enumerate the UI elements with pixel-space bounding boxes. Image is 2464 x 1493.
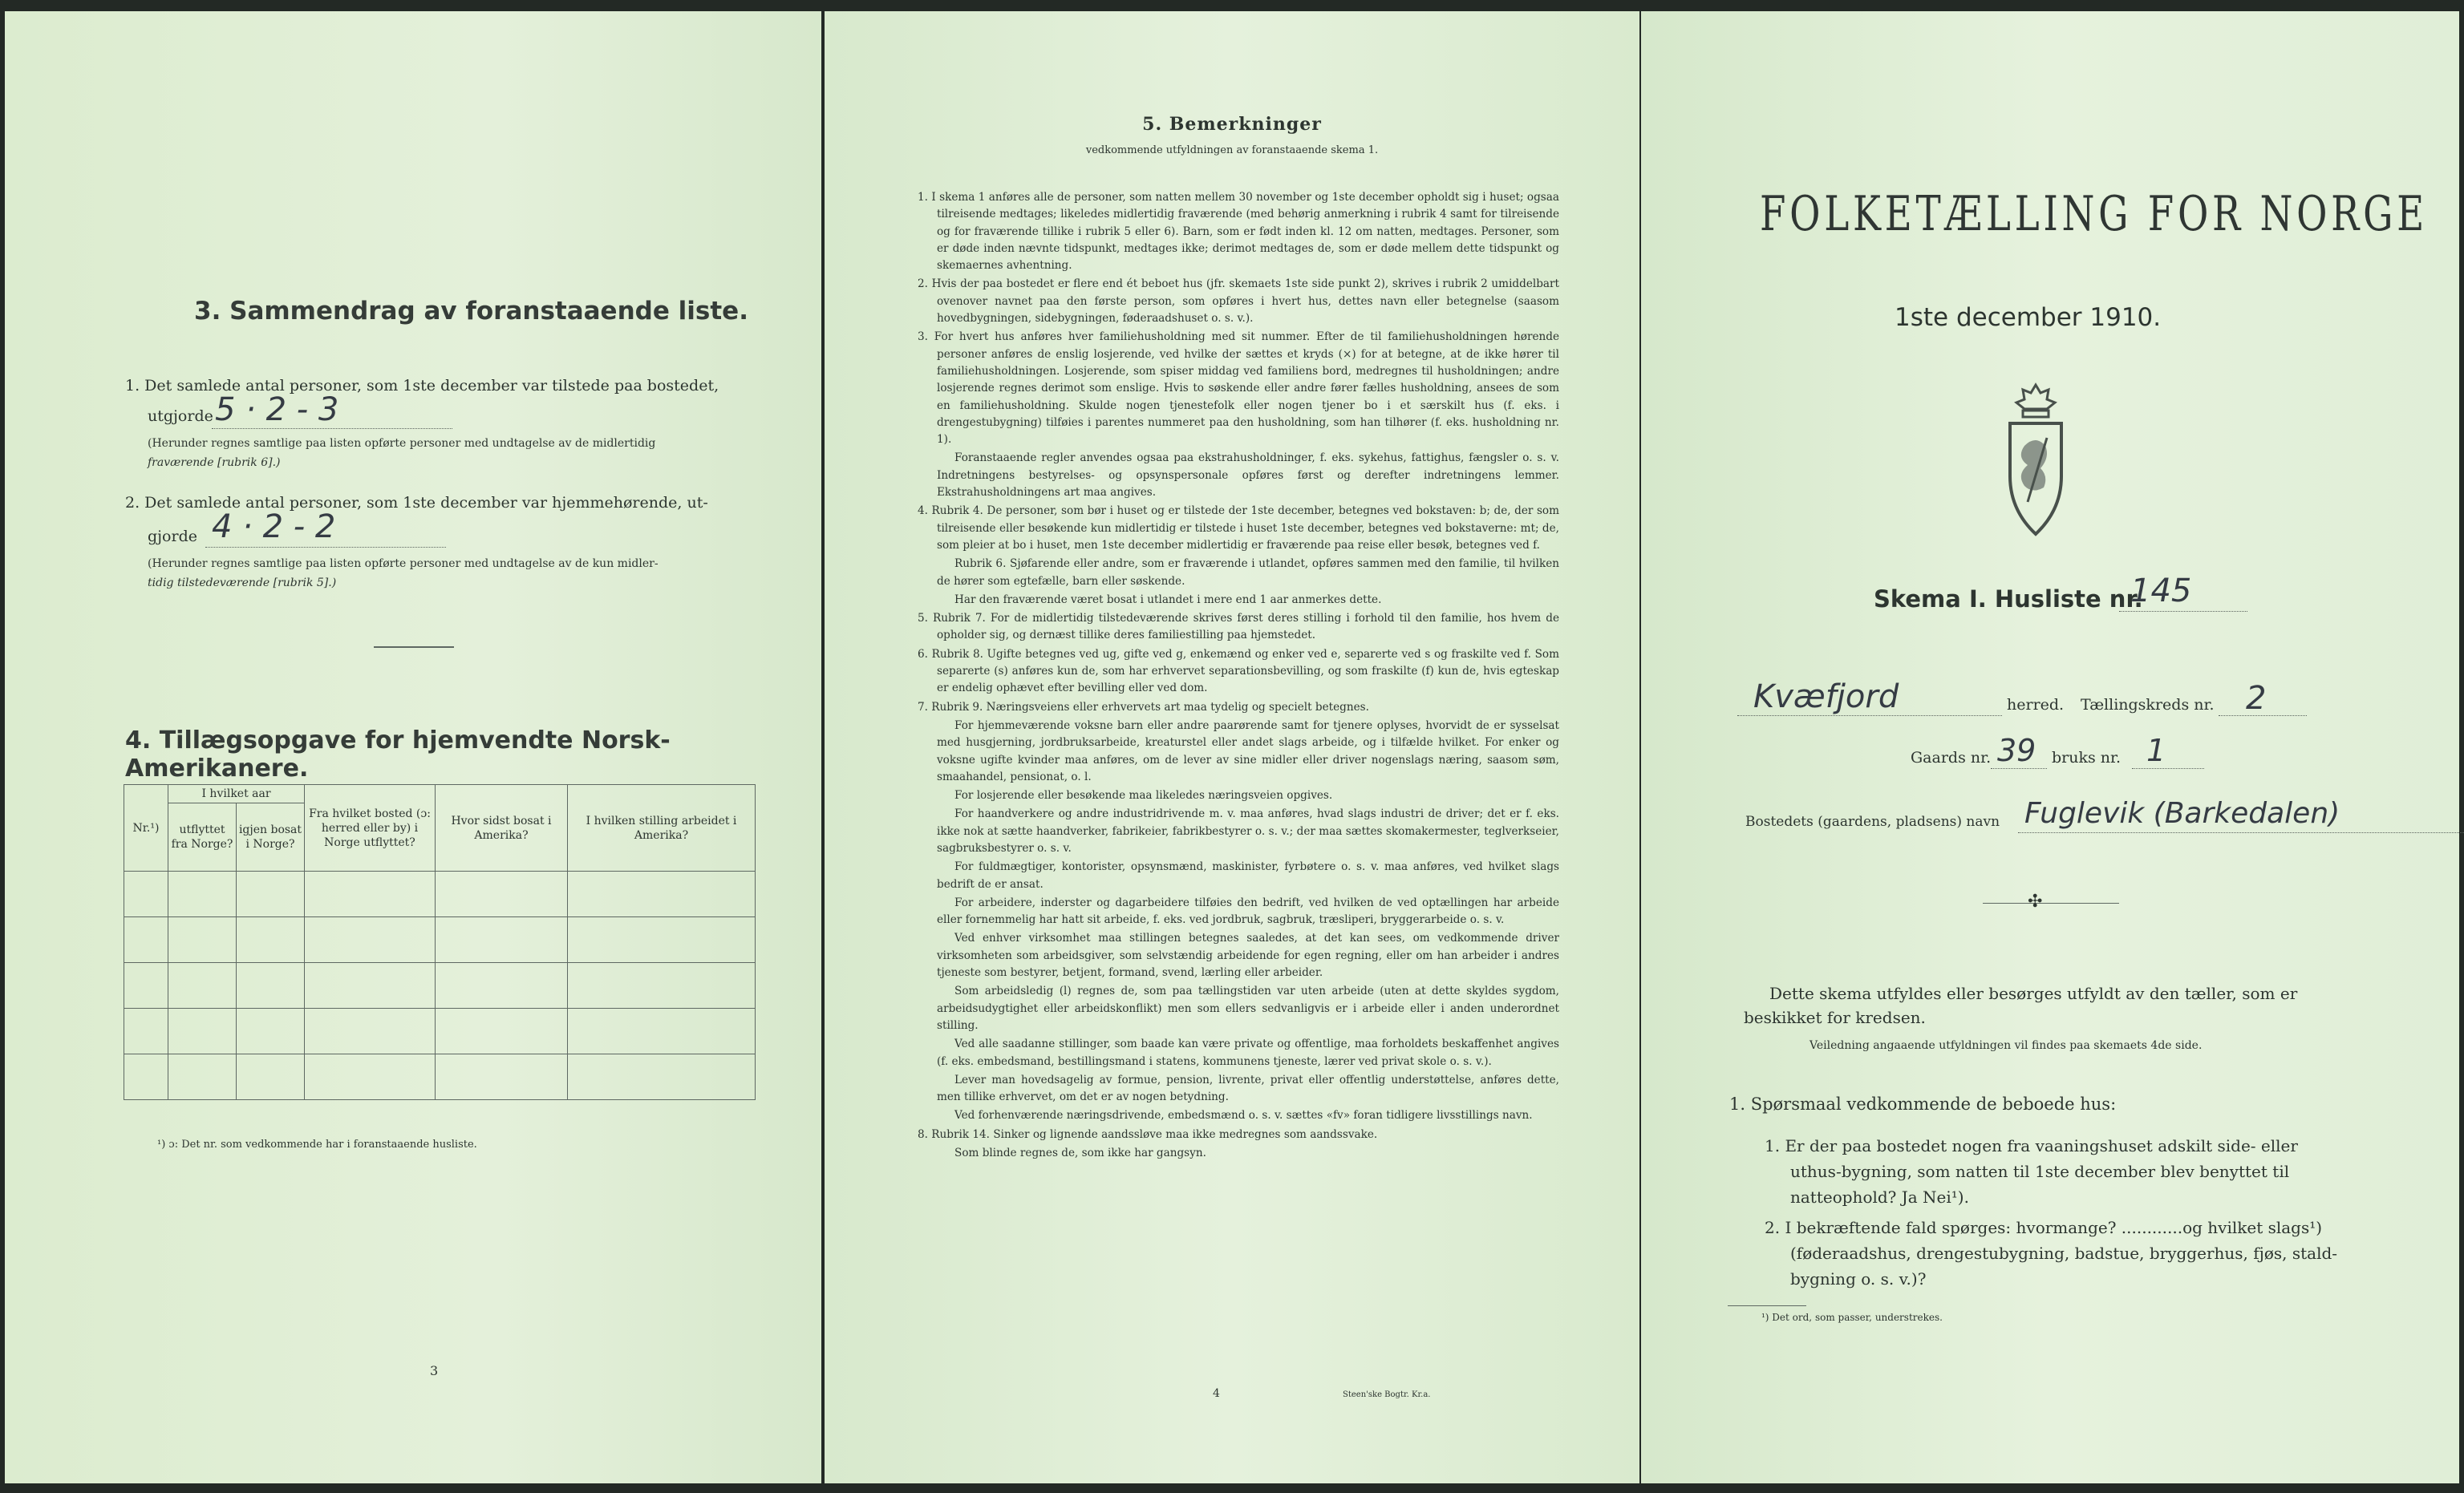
table-row	[124, 872, 756, 917]
remark-6: 6. Rubrik 8. Ugifte betegnes ved ug, gifte ved g, enkemænd og enker ved e, separerte ved s og fraskilte ved f. Som separerte (s) anføres kun de, som har erhvervet separationsbevilling, og som fraskilte (f) kun de, hvis egteskap er endelig ophævet efter bevilling eller ved dom.	[918, 647, 1559, 695]
census-title: FOLKETÆLLING FOR NORGE	[1760, 186, 2428, 242]
table-row	[124, 1009, 756, 1054]
question-2a: 2. I bekræftende fald spørges: hvormange? ............og hvilket slags¹)	[1765, 1218, 2323, 1237]
col-last-residence: Hvor sidst bosat i Amerika?	[436, 785, 568, 872]
remark-3: 3. For hvert hus anføres hver familiehusholdning med sit nummer. Efter de til familiehusholdningen hørende personer anføres de enslig losjerende, ved hvilke der sættes et kryds (×) for at betegne, at de ikke hører til familiehusholdningen. Losjerende, som spiser middag ved familiens bord, medregnes til husholdningen; andre losjerende regnes derimot som enslige. Hvis to søskende eller andre fører fælles husholdning, ansees de som en familiehusholdning. Skulde nogen tjenestefolk eller nogen tjener bo i et særskilt hus (f. eks. i drengestubygning) tilføies i parentes nummeret paa den husholdning, som han tilhører (f. eks. husholdning nr. 1).	[918, 330, 1559, 447]
bruks-line	[2132, 768, 2204, 769]
kreds-label: Tællingskreds nr.	[2081, 696, 2215, 714]
section4-heading: 4. Tillægsopgave for hjemvendte Norsk-Amerikanere.	[125, 726, 671, 783]
question-1c: natteophold? Ja Nei¹).	[1790, 1188, 1969, 1207]
ornament-divider	[1983, 903, 2119, 904]
footnote: ¹) Det ord, som passer, understrekes.	[1761, 1312, 1943, 1323]
instruction-2: beskikket for kredsen.	[1744, 1008, 1926, 1027]
remark-8: 8. Rubrik 14. Sinker og lignende aandssløve maa ikke medregnes som aandssvake.	[918, 1127, 1378, 1141]
remark-1: 1. I skema 1 anføres alle de personer, som natten mellem 30 november og 1ste december opholdt sig i huset; ogsaa tilreisende medtages; likeledes midlertidig fraværende (med behørig anmerkning i rubrik 4 samt for tilreisende og for fraværende tillike i rubrik 5 eller 6). Barn, som er født inden kl. 12 om natten, medtages. Personer, som er døde inden nævnte tidspunkt, medtages ikke; derimot medtages de, som er døde mellem dette tidspunkt og skemaernes avhentning.	[918, 191, 1559, 273]
col-emigrated: utflyttet fra Norge?	[168, 803, 237, 872]
section3-heading: 3. Sammendrag av foranstaaende liste.	[194, 297, 748, 326]
remark-7e: For fuldmægtiger, kontorister, opsynsmænd, maskinister, fyrbøtere o. s. v. maa anføres, ved hvilket slags bedrift de er ansat.	[937, 860, 1559, 891]
bosted-line	[2018, 832, 2464, 833]
remark-7d: For haandverkere og andre industridrivende m. v. maa anføres, hvad slags industri de driver; det er f. eks. ikke nok at sætte haandverker, fabrikeier, fabrikbestyrer o. s. v.; der maa sættes skomakermester, teglverkseier, sagbruksbestyrer o. s. v.	[937, 807, 1559, 855]
remark-7b: For hjemmeværende voksne barn eller andre paarørende samt for tjenere oplyses, hvorvidt de er sysselsat med husgjerning, jordbruksarbeide, kreaturstel eller andet slags arbeide, og i tilfælde hvilket. For enker og voksne ugifte kvinder maa anføres, om de lever av sine midler eller driver nogenslags næring, saasom søm, smaahandel, pensionat, o. l.	[937, 718, 1559, 783]
item1-text: 1. Det samlede antal personer, som 1ste december var tilstede paa bostedet,	[125, 377, 719, 394]
kreds-line	[2219, 715, 2307, 716]
divider	[374, 646, 454, 648]
col-returned: igjen bosat i Norge?	[237, 803, 305, 872]
question-1a: 1. Er der paa bostedet nogen fra vaaningshuset adskilt side- eller	[1765, 1136, 2298, 1155]
remark-7k: Ved forhenværende næringsdrivende, embedsmænd o. s. v. sættes «fv» foran tidligere livsstillings navn.	[954, 1109, 1533, 1123]
questions-heading: 1. Spørsmaal vedkommende de beboede hus:	[1729, 1094, 2117, 1114]
page-number: 3	[430, 1363, 439, 1378]
norsk-amerikanere-table	[124, 784, 756, 1100]
remark-7f: For arbeidere, inderster og dagarbeidere tilføies den bedrift, ved hvilken de ved optællingen har arbeide eller fornemmelig har hatt sit arbeide, f. eks. ved jordbruk, sagbruk, træsliperi, bryggerarbeide o. s. v.	[937, 896, 1559, 927]
bosted-label: Bostedets (gaardens, pladsens) navn	[1745, 814, 2000, 830]
remark-3b: Foranstaaende regler anvendes ogsaa paa ekstrahusholdninger, f. eks. sykehus, fattighus, fængsler o. s. v. Indretningens bestyrelses- og opsynspersonale opføres først og derefter indretningens lemmer. Ekstrahusholdningens art maa angives.	[937, 451, 1559, 500]
coat-of-arms-icon	[1996, 382, 2076, 542]
printer-mark: Steen'ske Bogtr. Kr.a.	[1343, 1390, 1431, 1399]
remark-7c: For losjerende eller besøkende maa likeledes næringsveien opgives.	[954, 789, 1333, 803]
table-row	[124, 917, 756, 963]
item2-note-2: tidig tilstedeværende [rubrik 5].)	[148, 577, 337, 589]
item2-prefix: gjorde	[148, 528, 197, 545]
remark-2: 2. Hvis der paa bostedet er flere end ét beboet hus (jfr. skemaets 1ste side punkt 2), skrives i rubrik 2 umiddelbart ovenover navnet paa den første person, som opføres i hvert hus, dettes navn eller betegnelse (saasom hovedbygningen, sidebygningen, føderaadshuset o. s. v.).	[918, 277, 1559, 326]
table-row	[124, 963, 756, 1009]
item1-prefix: utgjorde	[148, 407, 213, 425]
page-middle	[825, 11, 1639, 1483]
remark-7j: Lever man hovedsagelig av formue, pension, livrente, privat eller offentlig understøttelse, anføres dette, men tillike erhvervet, om det er av nogen betydning.	[937, 1073, 1559, 1104]
item1-handwritten-value: 5 · 2 - 3	[215, 391, 339, 428]
remark-4: 4. Rubrik 4. De personer, som bør i huset og er tilstede der 1ste december, betegnes ved bokstaven: b; de, der som tilreisende eller besøkende kun midlertidig er tilstede i huset 1ste december, betegnes ved bokstaverne: mt; de, som pleier at bo i huset, men 1ste december midlertidig er fraværende paa reise eller besøk, betegnes ved f.	[918, 504, 1559, 552]
question-2c: bygning o. s. v.)?	[1790, 1269, 1927, 1289]
col-position: I hvilken stilling arbeidet i Amerika?	[568, 785, 756, 872]
herred-value: Kvæfjord	[1753, 678, 1899, 715]
ornament-icon: ✣	[2028, 892, 2043, 912]
remarks-body	[918, 189, 1559, 1163]
item1-note-2: fraværende [rubrik 6].)	[148, 456, 281, 469]
item2-line	[205, 547, 446, 548]
remark-7i: Ved alle saadanne stillinger, som baade kan være private og offentlige, maa forholdets beskaffenhet angives (f. eks. embedsmand, bestillingsmand i statens, kommunens tjeneste, lærer ved privat skole o. s. v.).	[937, 1038, 1559, 1068]
bruks-value: 1	[2146, 733, 2166, 768]
item2-note-1: (Herunder regnes samtlige paa listen opførte personer med undtagelse av de kun midler-	[148, 557, 659, 570]
remark-5: 5. Rubrik 7. For de midlertidig tilstedeværende skrives først deres stilling i forhold til den familie, hos hvem de opholder sig, og dernæst tillike deres familiestilling paa hjemstedet.	[918, 612, 1559, 642]
question-2b: (føderaadshus, drengestubygning, badstue, bryggerhus, fjøs, stald-	[1790, 1244, 2338, 1263]
item1-line	[212, 428, 452, 429]
gaards-value: 39	[1997, 733, 2036, 768]
husliste-number: 145	[2130, 573, 2192, 609]
table-row	[124, 1054, 756, 1100]
col-nr: Nr.¹)	[124, 785, 168, 872]
bosted-value: Fuglevik (Barkedalen)	[2024, 797, 2340, 830]
remark-7: 7. Rubrik 9. Næringsveiens eller erhvervets art maa tydelig og specielt betegnes.	[918, 700, 1369, 714]
bruks-label: bruks nr.	[2052, 749, 2122, 767]
kreds-value: 2	[2246, 680, 2267, 717]
herred-line	[1737, 715, 2002, 716]
instruction-1: Dette skema utfyldes eller besørges utfyldt av den tæller, som er	[1769, 984, 2298, 1003]
remarks-subheading: vedkommende utfyldningen av foranstaaende skema 1.	[1085, 144, 1379, 156]
item1-note-1: (Herunder regnes samtlige paa listen opførte personer med undtagelse av de midlertidig	[148, 437, 656, 450]
remark-7g: Ved enhver virksomhet maa stillingen betegnes saaledes, at det kan sees, om vedkommende driver virksomheten som arbeidsgiver, som selvstændig arbeidende for egen regning, eller om han arbeider i andres tjeneste som bestyrer, betjent, formand, svend, lærling eller arbeider.	[937, 932, 1559, 980]
question-1b: uthus-bygning, som natten til 1ste december blev benyttet til	[1790, 1162, 2290, 1181]
page-left	[5, 11, 821, 1483]
census-date: 1ste december 1910.	[1895, 303, 2162, 332]
gaards-label: Gaards nr.	[1911, 749, 1992, 767]
item2-text: 2. Det samlede antal personer, som 1ste december var hjemmehørende, ut-	[125, 494, 708, 512]
col-year-group: I hvilket aar	[168, 785, 305, 803]
instruction-3: Veiledning angaaende utfyldningen vil findes paa skemaets 4de side.	[1810, 1039, 2203, 1052]
table-footnote: ¹) ɔ: Det nr. som vedkommende har i foranstaaende husliste.	[157, 1139, 477, 1151]
page-number: 4	[1213, 1387, 1220, 1400]
remarks-heading: 5. Bemerkninger	[1142, 114, 1322, 135]
col-from-place: Fra hvilket bosted (ɔ: herred eller by) i Norge utflyttet?	[305, 785, 436, 872]
schema-label: Skema I. Husliste nr.	[1874, 585, 2143, 613]
gaards-line	[1991, 768, 2047, 769]
item2-handwritten-value: 4 · 2 - 2	[212, 508, 336, 545]
herred-label: herred.	[2007, 696, 2065, 714]
remark-7h: Som arbeidsledig (l) regnes de, som paa tællingstiden var uten arbeide (uten at dette skyldes sygdom, arbeidsudygtighet eller arbeidskonflikt) men som ellers sedvanligvis er i arbeide eller i anden underordnet stilling.	[937, 985, 1559, 1032]
page-right	[1641, 11, 2459, 1483]
remark-4c: Har den fraværende været bosat i utlandet i mere end 1 aar anmerkes dette.	[954, 593, 1382, 606]
footnote-divider	[1728, 1305, 1806, 1306]
remark-8b: Som blinde regnes de, som ikke har gangsyn.	[954, 1147, 1206, 1160]
remark-4b: Rubrik 6. Sjøfarende eller andre, som er fraværende i utlandet, opføres sammen med den familie, til hvilken de hører som egtefælle, barn eller søskende.	[937, 557, 1559, 588]
husliste-line	[2119, 611, 2247, 612]
